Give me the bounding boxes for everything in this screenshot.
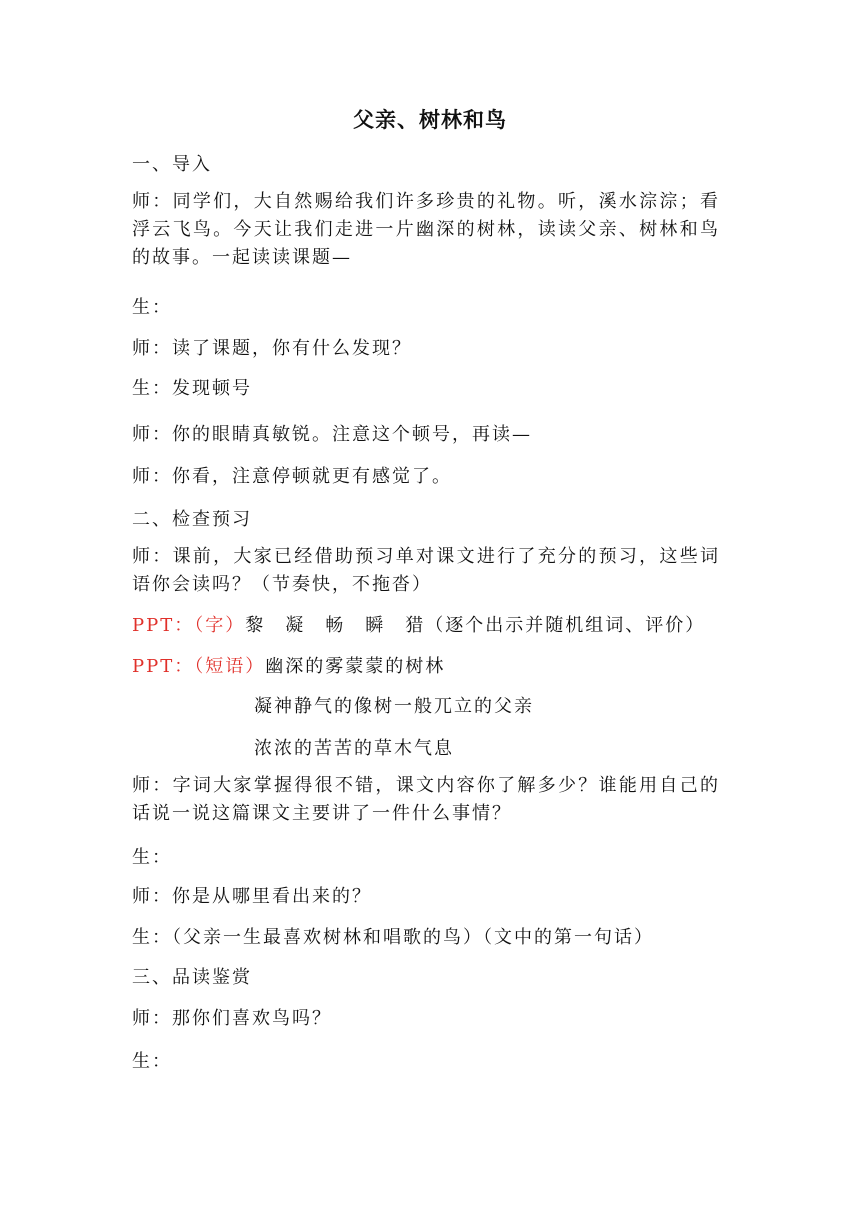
paragraph: 生：（父亲一生最喜欢树林和唱歌的鸟）（文中的第一句话） (132, 927, 654, 948)
paragraph: 生：发现顿号 (132, 378, 252, 399)
paragraph: 师：课前，大家已经借助预习单对课文进行了充分的预习，这些词语你会读吗？（节奏快，不拖沓） (132, 546, 720, 595)
paragraph: 师：你看，注意停顿就更有感觉了。 (132, 466, 452, 487)
paragraph: 师：那你们喜欢鸟吗？ (132, 1008, 332, 1029)
ppt-label: PPT：（短语） (132, 656, 266, 677)
page-title: 父亲、树林和鸟 (353, 108, 507, 132)
section-heading: 三、品读鉴赏 (132, 967, 252, 988)
ppt-line (132, 652, 445, 678)
paragraph: 师：同学们，大自然赐给我们许多珍贵的礼物。听，溪水淙淙；看浮云飞鸟。今天让我们走进一片幽深的树林，读读父亲、树林和鸟的故事。一起读读课题— (132, 191, 720, 268)
section-heading: 二、检查预习 (132, 509, 252, 530)
section-heading: 一、导入 (132, 154, 212, 175)
ppt-label: PPT：（字） (132, 615, 246, 636)
paragraph: 师：你是从哪里看出来的？ (132, 886, 372, 907)
paragraph: 生： (132, 297, 172, 318)
paragraph: 生： (132, 847, 172, 868)
paragraph: 生： (132, 1051, 172, 1072)
ppt-line (132, 611, 705, 637)
phrase: 浓浓的苦苦的草木气息 (254, 738, 454, 759)
paragraph: 师：读了课题，你有什么发现？ (132, 338, 412, 359)
ppt-content: 黎 凝 畅 瞬 猎（逐个出示并随机组词、评价） (245, 615, 706, 636)
paragraph: 师：字词大家掌握得很不错，课文内容你了解多少？谁能用自己的话说一说这篇课文主要讲了一件什么事情？ (132, 775, 720, 824)
paragraph: 师：你的眼睛真敏锐。注意这个顿号，再读— (132, 424, 532, 445)
ppt-content: 幽深的雾蒙蒙的树林 (265, 656, 446, 677)
phrase: 凝神静气的像树一般兀立的父亲 (254, 696, 534, 717)
